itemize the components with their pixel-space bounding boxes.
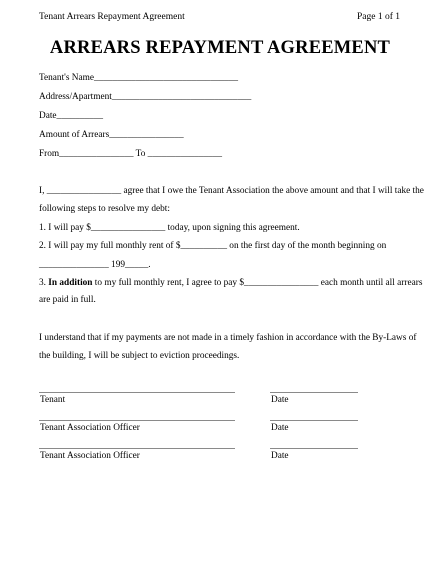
signature-line-tenant <box>39 392 235 393</box>
item-3-line-1 <box>39 278 422 288</box>
item-3-rest: to my full monthly rent, I agree to pay $________________ each month until all arrears <box>92 278 423 288</box>
paragraph-2-line-1: I understand that if my payments are not made in a timely fashion in accordance with the By-Laws of <box>39 333 417 343</box>
signature-label-officer-1: Tenant Association Officer <box>40 423 140 433</box>
paragraph-1-line-1: I, ________________ agree that I owe the Tenant Association the above amount and that I will take the <box>39 186 424 196</box>
date-line-tenant <box>270 392 358 393</box>
field-address: Address/Apartment______________________________ <box>39 92 252 102</box>
signature-label-tenant: Tenant <box>40 395 66 405</box>
field-amount-of-arrears: Amount of Arrears________________ <box>39 130 184 140</box>
signature-line-officer-2 <box>39 448 235 449</box>
field-tenant-name: Tenant's Name_______________________________ <box>39 73 239 83</box>
item-3-prefix: 3. <box>39 278 49 288</box>
date-label-tenant: Date <box>271 395 289 405</box>
item-2-line-2: _______________ 199_____. <box>39 260 151 270</box>
item-3-line-2: are paid in full. <box>39 295 96 305</box>
date-line-officer-1 <box>270 420 358 421</box>
paragraph-1-line-2: following steps to resolve my debt: <box>39 204 170 214</box>
item-3-emphasis: In addition <box>48 278 93 288</box>
field-from-to: From________________ To ________________ <box>39 149 223 159</box>
paragraph-2-line-2: the building, I will be subject to eviction proceedings. <box>39 351 240 361</box>
signature-label-officer-2: Tenant Association Officer <box>40 451 140 461</box>
header-page-number: Page 1 of 1 <box>356 12 400 22</box>
item-2-line-1: 2. I will pay my full monthly rent of $__________ on the first day of the month beginning on <box>39 241 387 251</box>
item-1: 1. I will pay $________________ today, upon signing this agreement. <box>39 223 300 233</box>
signature-line-officer-1 <box>39 420 235 421</box>
date-label-officer-1: Date <box>271 423 289 433</box>
field-date: Date__________ <box>39 111 104 121</box>
date-line-officer-2 <box>270 448 358 449</box>
page-title: ARREARS REPAYMENT AGREEMENT <box>49 38 391 58</box>
date-label-officer-2: Date <box>271 451 289 461</box>
header-doc-title: Tenant Arrears Repayment Agreement <box>39 12 185 22</box>
